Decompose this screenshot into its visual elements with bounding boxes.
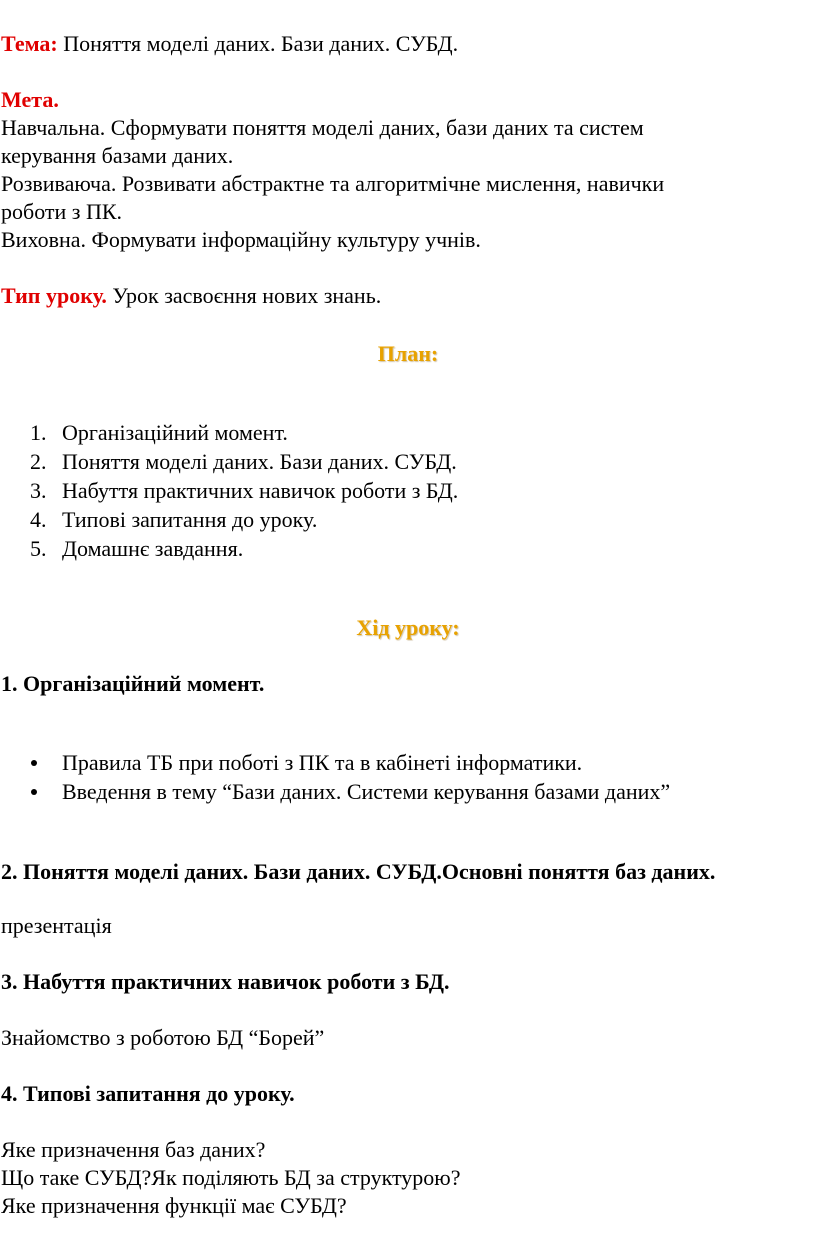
section-1-heading: 1. Організаційний момент. xyxy=(1,671,265,696)
lesson-type-label: Тип уроку. xyxy=(1,283,107,308)
plan-item-text: Організаційний момент. xyxy=(62,420,288,445)
goal-line-3: Розвиваюча. Розвивати абстрактне та алгоритмічне мислення, навички xyxy=(1,171,665,196)
bullet-icon xyxy=(31,760,37,766)
lesson-type-line xyxy=(1,282,381,310)
goal-label: Мета. xyxy=(1,87,59,112)
plan-item-number: 2. xyxy=(30,449,47,474)
goal-line-2: керування базами даних. xyxy=(1,143,234,168)
lesson-type-text: Урок засвоєння нових знань. xyxy=(106,283,382,308)
plan-item-text: Типові запитання до уроку. xyxy=(62,507,318,532)
list-item-text: Правила ТБ при поботі з ПК та в кабінеті інформатики. xyxy=(62,750,583,775)
plan-item-number: 4. xyxy=(30,507,47,532)
plan-item-number: 3. xyxy=(30,478,47,503)
topic-line xyxy=(1,30,458,58)
goal-line-1: Навчальна. Сформувати поняття моделі даних, бази даних та систем xyxy=(1,115,644,140)
plan-item-number: 1. xyxy=(30,420,47,445)
list-item-text: Введення в тему “Бази даних. Системи керування базами даних” xyxy=(62,779,671,804)
goal-line-5: Виховна. Формувати інформаційну культуру учнів. xyxy=(1,227,481,252)
plan-item-text: Поняття моделі даних. Бази даних. СУБД. xyxy=(62,449,457,474)
goal-line-4: роботи з ПК. xyxy=(1,199,123,224)
topic-text: Поняття моделі даних. Бази даних. СУБД. xyxy=(57,31,459,56)
section-3-heading: 3. Набуття практичних навичок роботи з БД. xyxy=(1,969,450,994)
question-1: Яке призначення баз даних? xyxy=(1,1137,266,1162)
question-2: Що таке СУБД?Як поділяють БД за структурою? xyxy=(1,1165,461,1190)
plan-title: План: xyxy=(377,341,439,366)
section-2-text: презентація xyxy=(1,913,112,938)
section-3-text: Знайомство з роботою БД “Борей” xyxy=(1,1025,325,1050)
section-2-heading: 2. Поняття моделі даних. Бази даних. СУБД.Основні поняття баз даних. xyxy=(1,859,716,884)
plan-item-number: 5. xyxy=(30,536,47,561)
bullet-icon xyxy=(31,789,37,795)
question-3: Яке призначення функції має СУБД? xyxy=(1,1193,347,1218)
topic-label: Тема: xyxy=(1,31,58,56)
lesson-title: Хід уроку: xyxy=(356,615,460,640)
plan-item-text: Домашнє завдання. xyxy=(62,536,244,561)
section-4-heading: 4. Типові запитання до уроку. xyxy=(1,1081,295,1106)
plan-item-text: Набуття практичних навичок роботи з БД. xyxy=(62,478,459,503)
